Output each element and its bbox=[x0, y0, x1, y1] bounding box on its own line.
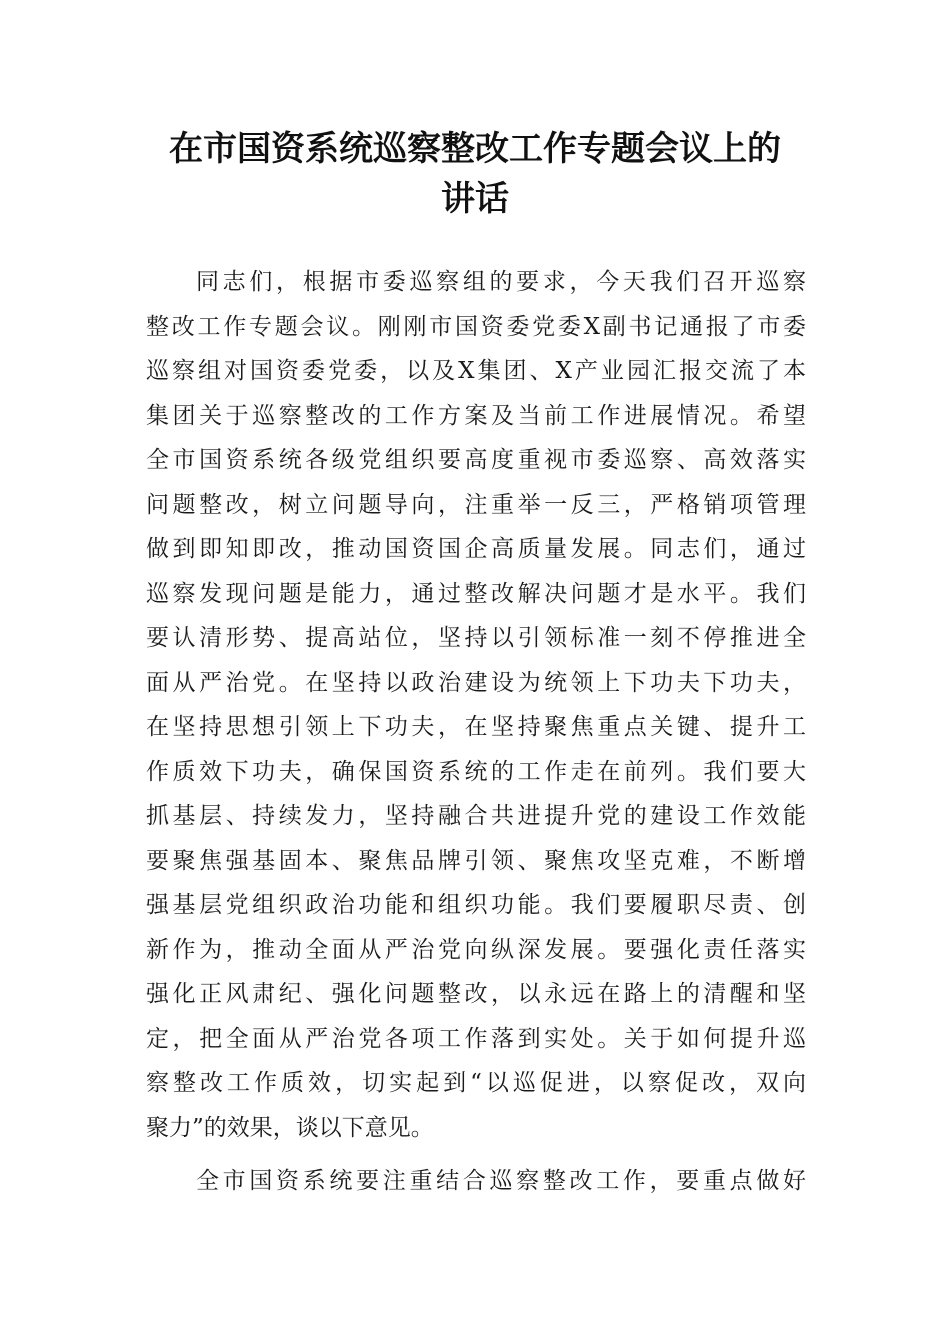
paragraph-line: 定，把全面从严治党各项工作落到实处。关于如何提升巡 bbox=[146, 1025, 806, 1052]
paragraph-line: 察整改工作质效，切实起到“以巡促进，以察促改，双向 bbox=[146, 1070, 806, 1096]
paragraph-line: 整改工作专题会议。刚刚市国资委党委X副书记通报了市委 bbox=[146, 313, 806, 340]
paragraph-line: 作质效下功夫，确保国资系统的工作走在前列。我们要大 bbox=[146, 758, 806, 785]
paragraph-line: 集团关于巡察整改的工作方案及当前工作进展情况。希望 bbox=[146, 402, 806, 429]
document-title bbox=[100, 124, 850, 224]
paragraph-line: 新作为，推动全面从严治党向纵深发展。要强化责任落实 bbox=[146, 936, 806, 963]
paragraph-gap bbox=[146, 1150, 806, 1159]
document-body bbox=[146, 260, 806, 1204]
paragraph-1 bbox=[146, 260, 806, 1150]
paragraph-line: 巡察组对国资委党委，以及X集团、X产业园汇报交流了本 bbox=[146, 358, 806, 384]
paragraph-line: 面从严治党。在坚持以政治建设为统领上下功夫下功夫， bbox=[146, 669, 806, 696]
paragraph-line: 要聚焦强基固本、聚焦品牌引领、聚焦攻坚克难，不断增 bbox=[146, 847, 806, 874]
paragraph-line: 聚力”的效果，谈以下意见。 bbox=[146, 1114, 434, 1141]
title-line-1: 在市国资系统巡察整改工作专题会议上的 bbox=[169, 129, 781, 169]
paragraph-line: 全市国资系统各级党组织要高度重视市委巡察、高效落实 bbox=[146, 447, 806, 473]
paragraph-line: 同志们，根据市委巡察组的要求，今天我们召开巡察 bbox=[196, 269, 806, 295]
title-line-2: 讲话 bbox=[441, 179, 509, 219]
paragraph-line: 抓基层、持续发力，坚持融合共进提升党的建设工作效能 bbox=[146, 803, 806, 829]
paragraph-line: 巡察发现问题是能力，通过整改解决问题才是水平。我们 bbox=[146, 580, 806, 607]
paragraph-line: 强化正风肃纪、强化问题整改，以永远在路上的清醒和坚 bbox=[146, 981, 806, 1007]
paragraph-line: 做到即知即改，推动国资国企高质量发展。同志们，通过 bbox=[146, 536, 806, 562]
paragraph-2 bbox=[146, 1159, 806, 1204]
paragraph-line: 问题整改，树立问题导向，注重举一反三，严格销项管理 bbox=[146, 491, 806, 518]
paragraph-line: 要认清形势、提高站位，坚持以引领标准一刻不停推进全 bbox=[146, 625, 806, 651]
paragraph-line: 全市国资系统要注重结合巡察整改工作，要重点做好 bbox=[196, 1168, 806, 1194]
paragraph-line: 在坚持思想引领上下功夫，在坚持聚焦重点关键、提升工 bbox=[146, 714, 806, 740]
paragraph-line: 强基层党组织政治功能和组织功能。我们要履职尽责、创 bbox=[146, 892, 806, 918]
